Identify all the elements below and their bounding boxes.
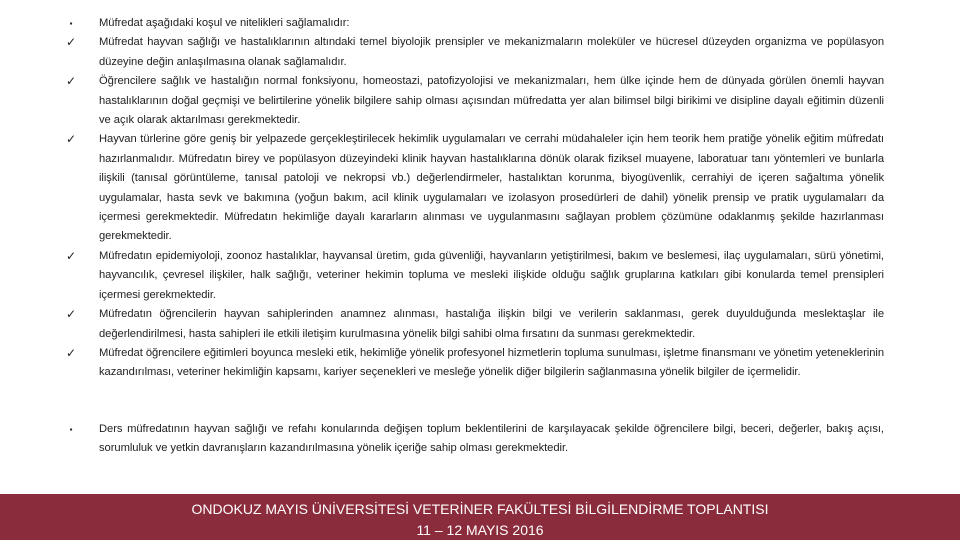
- checkmark-icon: ✓: [65, 307, 77, 322]
- footer-title: ONDOKUZ MAYIS ÜNİVERSİTESİ VETERİNER FAKÜLTESİ BİLGİLENDİRME TOPLANTISI: [191, 501, 769, 517]
- footer-date: 11 – 12 MAYIS 2016: [416, 522, 544, 538]
- bullet-text: Müfredatın öğrencilerin hayvan sahiplerinden anamnez alınması, hastalığa ilişkin bilgi ve verilerin saklanması, gerek duyulduğunda meslektaşlar ile değerlendirilmesi, hasta sahipleri ile etkili iletişim kurulmasına yönelik bilgi sahibi olma fırsatını da sunması gerekmektedir.: [99, 308, 884, 340]
- checkmark-icon: ✓: [65, 74, 77, 89]
- checkmark-icon: ✓: [65, 35, 77, 50]
- square-bullet-icon: ▪: [69, 19, 73, 28]
- bullet-text: Hayvan türlerine göre geniş bir yelpazede gerçekleştirilecek hekimlik uygulamaları ve cerrahi müdahaleler için hem teorik hem pratiğe yönelik eğitim müfredatı hazırlanmalıdır. Müfredatın birey ve popülasyon düzeyindeki klinik hayvan hastalıklarına dönük olarak fiziksel muayene, laboratuar tanı yöntemleri ve bunlarla ilişkili (tanısal görüntüleme, tanısal patoloji ve nekropsi vb.) değerlendirmeler, hastalıktan korunma, biyogüvenlik, cerrahiyi de içeren sağaltıma yönelik uygulamalar, hasta sevk ve bakımına (yoğun bakım, acil klinik uygulamaları ve izolasyon prosedürleri de dahil) yönelik prensip ve pratik uygulamaları da içermesi gerekmektedir. Müfredatın hekimliğe dayalı kararların alınması ve uygulanmasını sağlayan problem çözümüne odaklanmış şekilde hazırlanması gerekmektedir.: [99, 133, 884, 243]
- checkmark-icon: ✓: [65, 132, 77, 147]
- bullet-text: Öğrencilere sağlık ve hastalığın normal fonksiyonu, homeostazi, patofizyolojisi ve mekanizmaları, hem ülke içinde hem de dünyada görülen önemli hayvan hastalıklarının doğal geçmişi ve belirtilerine yönelik bilgilere sahip olması açısından müfredatta yer alan bilimsel bilgi birikimi ve disipline dayalı eğitimin düzenli ve açık olarak aktarılması gerekmektedir.: [99, 75, 884, 126]
- bullet-text: Müfredat aşağıdaki koşul ve nitelikleri sağlamalıdır:: [99, 17, 350, 29]
- bullet-text: Ders müfredatının hayvan sağlığı ve refahı konularında değişen toplum beklentilerini de karşılayacak şekilde öğrencilere bilgi, beceri, değerler, bakış açısı, sorumluluk ve yetkin davranışların kazandırılmasına yönelik içeriğe sahip olması gerekmektedir.: [99, 423, 884, 455]
- footer-banner: [0, 494, 960, 540]
- checkmark-icon: ✓: [65, 346, 77, 360]
- checkmark-icon: ✓: [65, 249, 77, 263]
- bullet-text: Müfredat hayvan sağlığı ve hastalıklarının altındaki temel biyolojik prensipler ve mekanizmaların moleküler ve hücresel düzeyden organizma ve popülasyon düzeyine değin anlaşılmasına olanak sağlamalıdır.: [99, 36, 884, 68]
- bullet-text: Müfredat öğrencilere eğitimleri boyunca mesleki etik, hekimliğe yönelik profesyonel hizmetlerin topluma sunulması, işletme finansmanı ve yönetim yeteneklerinin kazandırılması, veteriner hekimliğin kapsamı, kariyer seçenekleri ve mesleğe yönelik diğer bilgilerin sağlanmasına yönelik bilgiler de içermelidir.: [99, 347, 884, 379]
- bullet-text: Müfredatın epidemiyoloji, zoonoz hastalıklar, hayvansal üretim, gıda güvenliği, hayvanların yetiştirilmesi, bakım ve beslemesi, ilaç uygulamaları, sürü yönetimi, hayvancılık, çevresel ilişkiler, halk sağlığı, veteriner hekimin topluma ve mesleki ilişkide olduğu sağlık gruplarına katkıları gibi konularda temel prensipleri içermesi gerekmektedir.: [99, 250, 884, 301]
- square-bullet-icon: ▪: [69, 425, 73, 434]
